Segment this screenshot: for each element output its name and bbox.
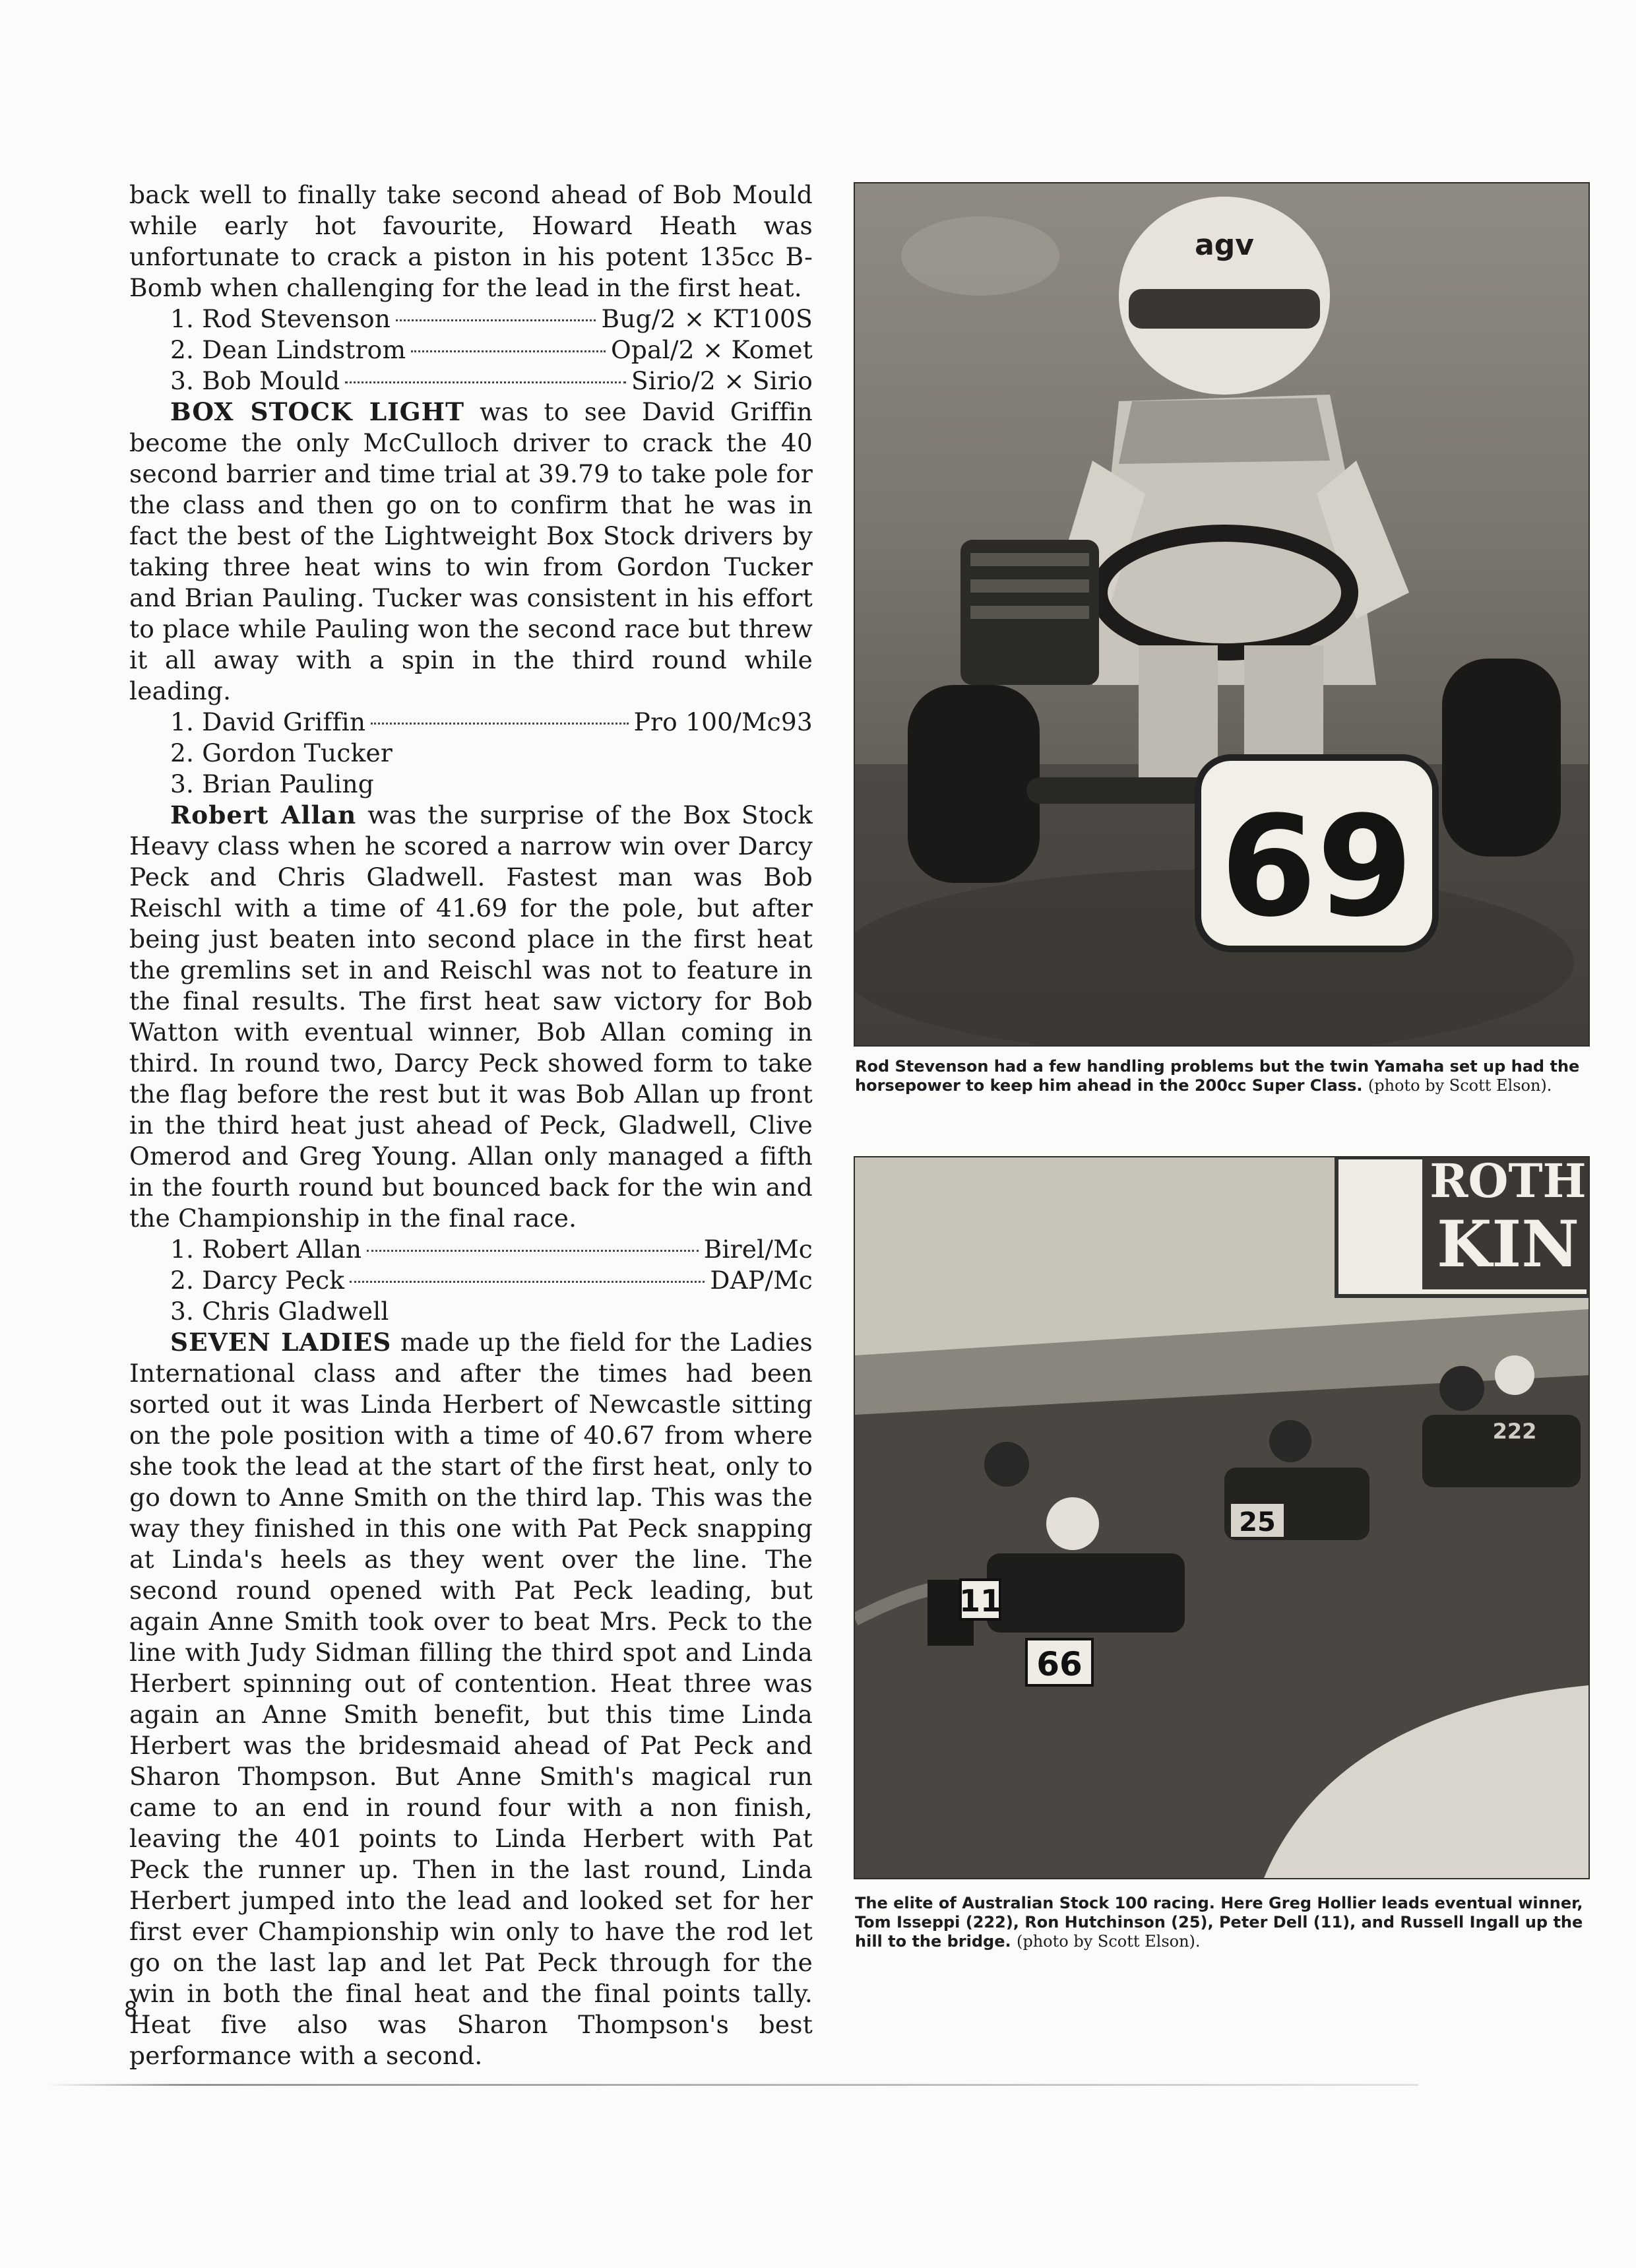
paragraph-box-stock-light <box>129 397 813 707</box>
sign-text-bottom: KIN <box>1436 1207 1580 1281</box>
photo-credit: (photo by Scott Elson). <box>1368 1076 1552 1095</box>
result-row <box>129 335 813 366</box>
result-machine: Pro 100/Mc93 <box>633 707 813 736</box>
dot-leader <box>411 350 606 352</box>
paragraph-body: was to see David Griffin become the only McCulloch driver to crack the 40 second barrier and time trial at 39.79 to take pole for the class and then go on to confirm that he was in fact the best of the Lightweight Box Stock drivers by taking three heat wins to win from Gordon Tucker and Brian Pauling. Tucker was consistent in his effort to place while Pauling won the second race but threw it all away with a spin in the third round while leading. <box>129 397 813 705</box>
helmet-logo: agv <box>1195 228 1254 262</box>
kart-number-11: 11 <box>959 1583 1002 1619</box>
kart-number-69: 69 <box>1220 786 1414 948</box>
result-machine: Opal/2 × Komet <box>610 335 813 364</box>
result-driver: 3. Bob Mould <box>170 366 340 395</box>
result-row <box>129 707 813 738</box>
result-driver: 2. Darcy Peck <box>170 1266 345 1295</box>
kart-number-222: 222 <box>1492 1419 1537 1444</box>
section-keyword: BOX STOCK LIGHT <box>170 397 464 426</box>
result-driver: 3. Brian Pauling <box>170 769 375 798</box>
kart-photo-69 <box>854 182 1590 1047</box>
results-list-box-stock-light <box>129 707 813 800</box>
paragraph-ladies-international <box>129 1327 813 2071</box>
sign-text-top: ROTH <box>1430 1157 1587 1208</box>
dot-leader <box>396 319 596 321</box>
result-row <box>129 1265 813 1296</box>
kart-69-illustration <box>855 183 1589 1045</box>
caption-text: The elite of Australian Stock 100 racing. Here Greg Hollier leads eventual winner, Tom Isseppi (222), Ron Hutchinson (25), Peter Dell (11), and Russell Ingall up the hill to the bridge. <box>855 1894 1583 1951</box>
scan-edge-line <box>46 2084 1418 2086</box>
race-pack-photo <box>854 1156 1590 1879</box>
result-driver: 3. Chris Gladwell <box>170 1297 389 1326</box>
result-machine: Birel/Mc <box>703 1235 813 1264</box>
result-machine: Bug/2 × KT100S <box>601 304 813 333</box>
race-pack-illustration <box>855 1157 1589 1878</box>
result-row <box>129 769 813 800</box>
result-driver: 1. David Griffin <box>170 707 366 736</box>
dot-leader <box>350 1281 705 1283</box>
paragraph-box-stock-heavy <box>129 800 813 1234</box>
dot-leader <box>367 1250 699 1252</box>
result-row <box>129 1296 813 1327</box>
paragraph-intro: back well to finally take second ahead of Bob Mould while early hot favourite, Howard Heath was unfortunate to crack a piston in his potent 135cc B-Bomb when challenging for the lead in the first heat. <box>129 180 813 302</box>
result-driver: 1. Rod Stevenson <box>170 304 391 333</box>
result-driver: 1. Robert Allan <box>170 1235 362 1264</box>
result-driver: 2. Dean Lindstrom <box>170 335 406 364</box>
result-row <box>129 366 813 397</box>
result-row <box>129 1234 813 1265</box>
photo-2-caption <box>855 1894 1587 1951</box>
result-machine: Sirio/2 × Sirio <box>631 366 813 395</box>
dot-leader <box>371 723 628 725</box>
result-row <box>129 304 813 335</box>
photo-1-caption <box>855 1057 1587 1095</box>
result-row <box>129 738 813 769</box>
paragraph-body: made up the field for the Ladies International class and after the times had been sorted out it was Linda Herbert of Newcastle sitting on the pole position with a time of 40.67 from where she took the lead at the start of the first heat, only to go down to Anne Smith on the third lap. This was the way they finished in this one with Pat Peck snapping at Linda's heels as they went over the line. The second round opened with Pat Peck leading, but again Anne Smith took over to beat Mrs. Peck to the line with Judy Sidman filling the third spot and Linda Herbert spinning out of contention. Heat three was again an Anne Smith benefit, but this time Linda Herbert was the bridesmaid ahead of Pat Peck and Sharon Thompson. But Anne Smith's magical run came to an end in round four with a non finish, leaving the 401 points to Linda Herbert with Pat Peck the runner up. Then in the last round, Linda Herbert jumped into the lead and looked set for her first ever Championship win only to have the rod let go on the last lap and let Pat Peck through for the win in both the final heat and the final points tally. Heat five also was Sharon Thompson's best performance with a second. <box>129 1328 813 2070</box>
paragraph-body: was the surprise of the Box Stock Heavy class when he scored a narrow win over Darcy Peck and Chris Gladwell. Fastest man was Bob Reischl with a time of 41.69 for the pole, but after being just beaten into second place in the first heat the gremlins set in and Reischl was not to feature in the final results. The first heat saw victory for Bob Watton with eventual winner, Bob Allan coming in third. In round two, Darcy Peck showed form to take the flag before the rest but it was Bob Allan up front in the third heat just ahead of Peck, Gladwell, Clive Omerod and Greg Young. Allan only managed a fifth in the fourth round but bounced back for the win and the Championship in the final race. <box>129 800 813 1233</box>
caption-text: Rod Stevenson had a few handling problems but the twin Yamaha set up had the horsepower to keep him ahead in the 200cc Super Class. <box>855 1057 1580 1095</box>
results-list-box-stock-heavy <box>129 1234 813 1327</box>
section-keyword: SEVEN LADIES <box>170 1328 392 1357</box>
results-list-super-class <box>129 304 813 397</box>
result-machine: DAP/Mc <box>710 1266 813 1295</box>
kart-number-66: 66 <box>1036 1645 1083 1683</box>
result-driver: 2. Gordon Tucker <box>170 738 393 767</box>
section-keyword: Robert Allan <box>170 800 357 829</box>
kart-number-25: 25 <box>1239 1507 1276 1538</box>
dot-leader <box>345 381 626 383</box>
article-column <box>129 179 813 2071</box>
photo-credit: (photo by Scott Elson). <box>1016 1932 1201 1951</box>
page-number: 8 <box>124 1997 138 2022</box>
